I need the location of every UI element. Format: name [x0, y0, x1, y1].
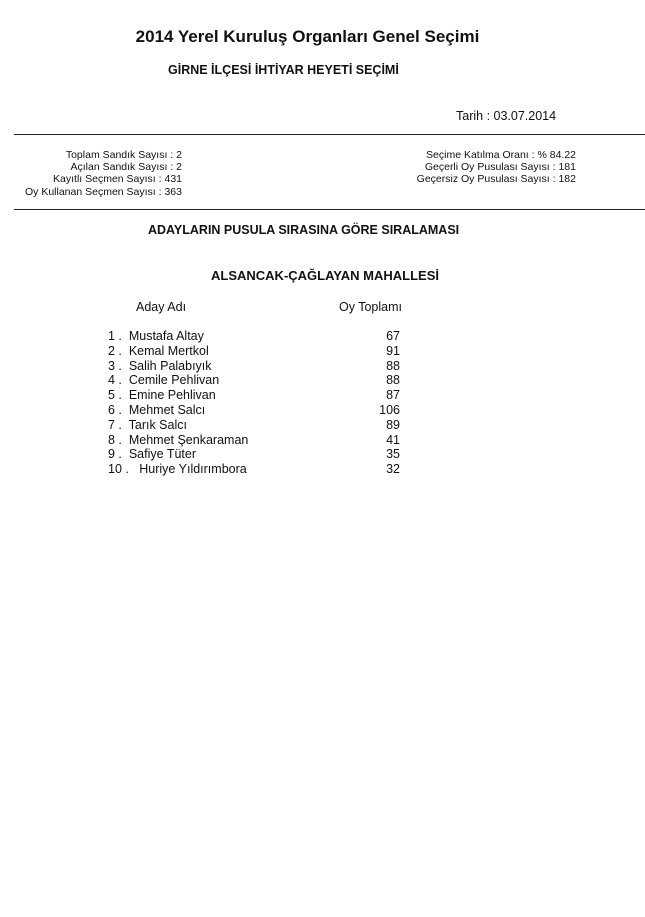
candidate-name: 2 . Kemal Mertkol: [108, 343, 209, 358]
column-header-votes: Oy Toplamı: [339, 300, 402, 314]
candidate-votes: 91: [386, 343, 400, 358]
candidate-votes: 32: [386, 462, 400, 477]
candidate-votes: 89: [386, 417, 400, 432]
stats-right: [360, 149, 576, 186]
table-row: [108, 403, 408, 418]
candidate-name: 6 . Mehmet Salcı: [108, 402, 206, 417]
stat-opened-ballot-boxes: Açılan Sandık Sayısı : 2: [70, 161, 182, 174]
candidate-name: 3 . Salih Palabıyık: [108, 358, 212, 373]
stat-voters-voted: Oy Kullanan Seçmen Sayısı : 363: [24, 185, 182, 198]
stat-valid-ballots: Geçerli Oy Pusulası Sayısı : 181: [424, 161, 576, 174]
candidate-name: 7 . Tarık Salcı: [108, 417, 187, 432]
candidate-name: 1 . Mustafa Altay: [108, 329, 204, 343]
candidate-name: 10 . Huriye Yıldırımbora: [108, 462, 247, 477]
stat-registered-voters: Kayıtlı Seçmen Sayısı : 431: [53, 173, 182, 186]
table-row: [108, 447, 408, 462]
candidate-votes: 87: [386, 388, 400, 403]
candidate-list: [108, 329, 408, 477]
stat-total-ballot-boxes: Toplam Sandık Sayısı : 2: [65, 149, 182, 161]
table-row: [108, 433, 408, 448]
candidate-name: 8 . Mehmet Şenkaraman: [108, 432, 249, 447]
district-title: ALSANCAK-ÇAĞLAYAN MAHALLESİ: [211, 268, 439, 283]
column-header-name: Aday Adı: [136, 300, 187, 314]
page-subtitle: GİRNE İLÇESİ İHTİYAR HEYETİ SEÇİMİ: [168, 63, 399, 77]
candidate-votes: 88: [386, 358, 400, 373]
divider-top: [14, 134, 645, 135]
stat-turnout-rate: Seçime Katılma Oranı : % 84.22: [426, 149, 576, 161]
table-row: [108, 373, 408, 388]
candidate-name: 9 . Safiye Tüter: [108, 447, 197, 462]
table-row: [108, 418, 408, 433]
candidate-name: 4 . Cemile Pehlivan: [108, 373, 220, 388]
table-row: [108, 329, 408, 344]
report-date: Tarih : 03.07.2014: [456, 109, 557, 123]
section-title: ADAYLARIN PUSULA SIRASINA GÖRE SIRALAMASI: [148, 223, 460, 237]
stat-invalid-ballots: Geçersiz Oy Pusulası Sayısı : 182: [416, 173, 576, 186]
divider-bottom: [14, 209, 645, 210]
table-row: [108, 462, 408, 477]
table-row: [108, 359, 408, 374]
table-row: [108, 388, 408, 403]
candidate-votes: 88: [386, 373, 400, 388]
stats-left: [10, 149, 182, 198]
candidate-votes: 67: [386, 329, 400, 343]
table-row: [108, 344, 408, 359]
candidate-votes: 35: [386, 447, 400, 462]
candidate-votes: 41: [386, 432, 400, 447]
candidate-votes: 106: [379, 402, 400, 417]
page-title: 2014 Yerel Kuruluş Organları Genel Seçimi: [135, 27, 480, 46]
candidate-name: 5 . Emine Pehlivan: [108, 388, 216, 403]
